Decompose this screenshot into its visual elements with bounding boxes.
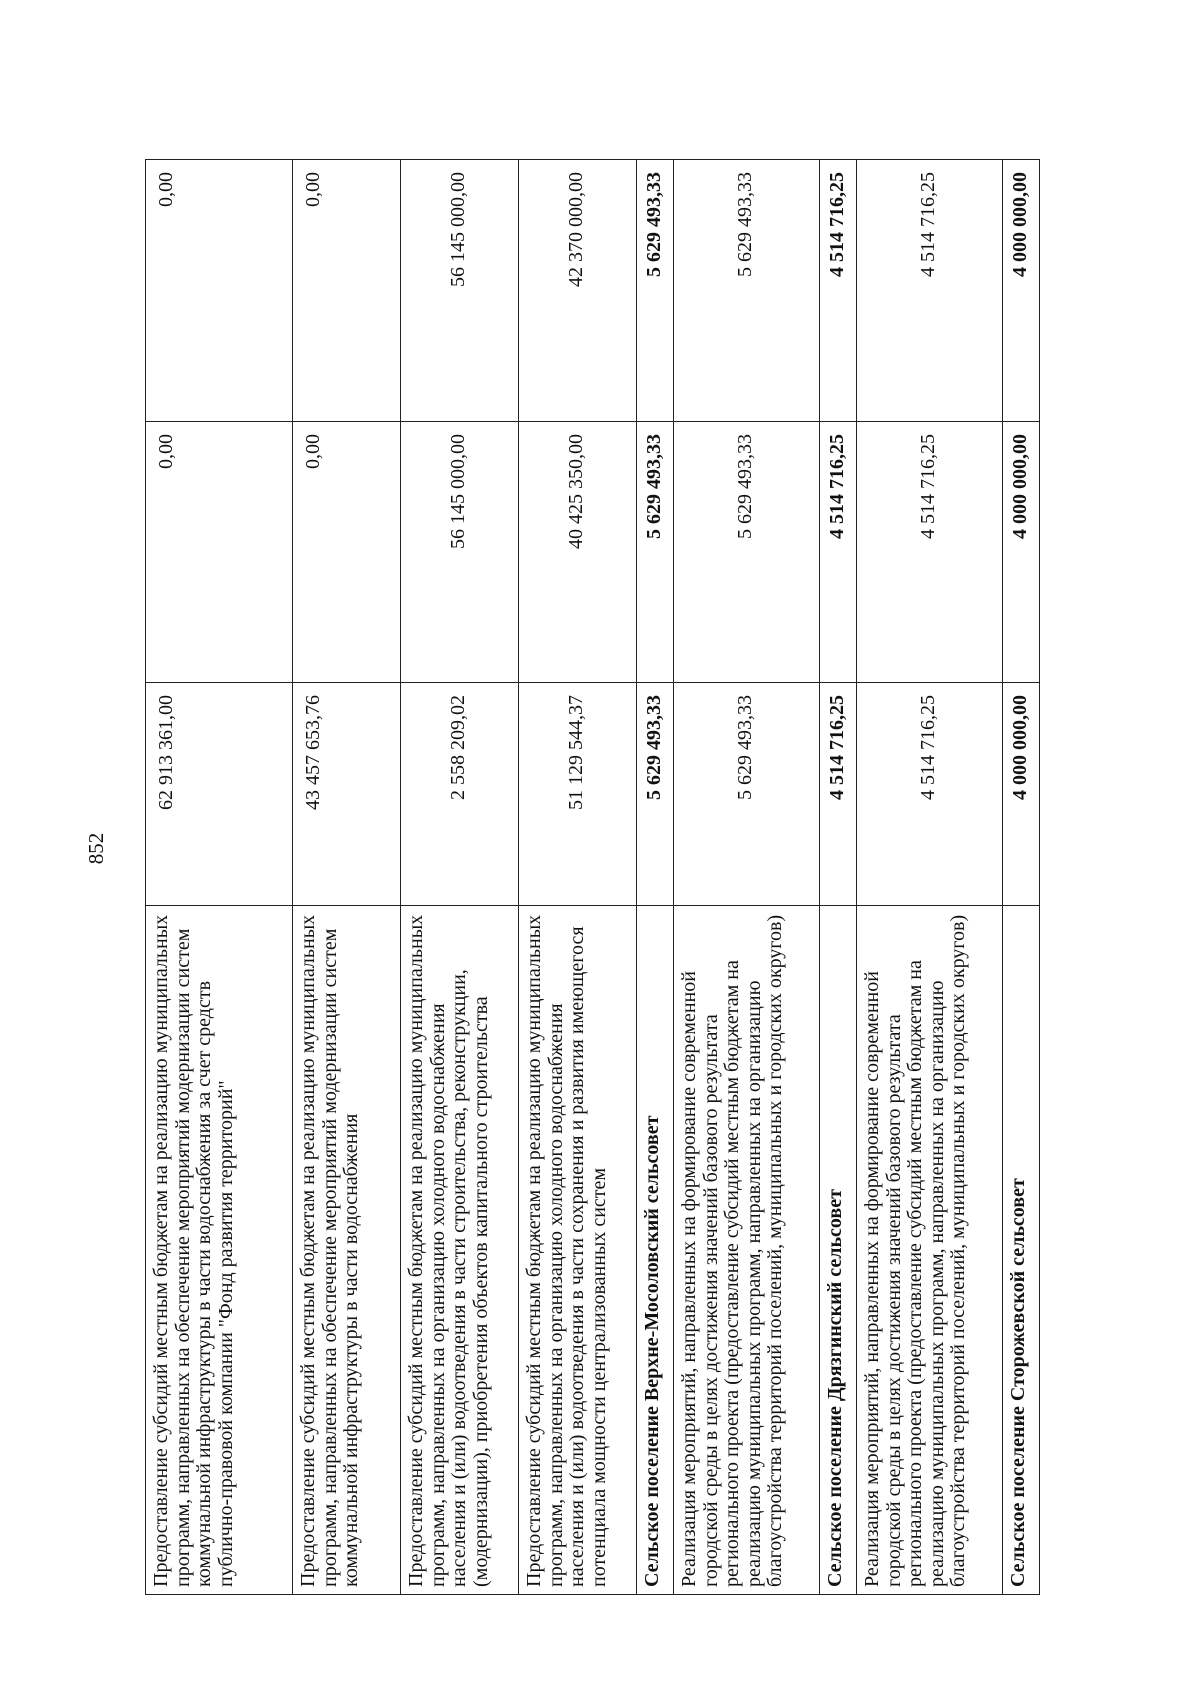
amount-cell-year-1: 62 913 361,00 <box>146 683 293 906</box>
row-name-cell: Сельское поселение Сторожевской сельсовет <box>1003 906 1040 1595</box>
amount-cell-year-3: 4 000 000,00 <box>1003 160 1040 422</box>
amount-cell-year-1: 43 457 653,76 <box>293 683 401 906</box>
amount-cell-year-3: 4 514 716,25 <box>820 160 857 422</box>
amount-cell-year-2: 4 514 716,25 <box>857 422 1003 683</box>
amount-cell-year-3: 56 145 000,00 <box>401 160 519 422</box>
table-row <box>401 160 519 1595</box>
row-name-cell: Предоставление субсидий местным бюджетам на реализацию муниципальных программ, направленных на обеспечение мероприятий модернизации систем коммунальной инфраструктуры в части водоснабжения за счет средств публично-правовой компании "Фонд развития территорий" <box>146 906 293 1595</box>
table-row <box>674 160 820 1595</box>
amount-cell-year-3: 0,00 <box>146 160 293 422</box>
amount-cell-year-2: 0,00 <box>146 422 293 683</box>
table-row-group-total <box>1003 160 1040 1595</box>
table-row-group-total <box>637 160 674 1595</box>
amount-cell-year-2: 4 514 716,25 <box>820 422 857 683</box>
page-number: 852 <box>84 832 108 865</box>
row-name-cell: Сельское поселение Дрязгинский сельсовет <box>820 906 857 1595</box>
row-name-cell: Предоставление субсидий местным бюджетам на реализацию муниципальных программ, направленных на организацию холодного водоснабжения населения и (или) водоотведения в части строительства, реконструкции, (модернизации), приобретения объектов капитального строительства <box>401 906 519 1595</box>
amount-cell-year-2: 56 145 000,00 <box>401 422 519 683</box>
amount-cell-year-1: 5 629 493,33 <box>674 683 820 906</box>
amount-cell-year-3: 42 370 000,00 <box>519 160 637 422</box>
amount-cell-year-1: 4 514 716,25 <box>820 683 857 906</box>
row-name-cell: Реализация мероприятий, направленных на формирование современной городской среды в целях достижения значений базового результата регионального проекта (предоставление субсидий местным бюджетам на реализацию муниципальных программ, направленных на организацию благоустройства территорий поселений, муниципальных и городских округов) <box>674 906 820 1595</box>
table-row <box>857 160 1003 1595</box>
table-row <box>146 160 293 1595</box>
amount-cell-year-2: 40 425 350,00 <box>519 422 637 683</box>
amount-cell-year-1: 4 514 716,25 <box>857 683 1003 906</box>
amount-cell-year-2: 0,00 <box>293 422 401 683</box>
row-name-cell: Сельское поселение Верхне-Мосоловский сельсовет <box>637 906 674 1595</box>
table-row-group-total <box>820 160 857 1595</box>
table-row <box>519 160 637 1595</box>
amount-cell-year-3: 0,00 <box>293 160 401 422</box>
amount-cell-year-1: 5 629 493,33 <box>637 683 674 906</box>
amount-cell-year-3: 4 514 716,25 <box>857 160 1003 422</box>
amount-cell-year-2: 5 629 493,33 <box>674 422 820 683</box>
amount-cell-year-1: 4 000 000,00 <box>1003 683 1040 906</box>
amount-cell-year-3: 5 629 493,33 <box>674 160 820 422</box>
amount-cell-year-2: 4 000 000,00 <box>1003 422 1040 683</box>
row-name-cell: Предоставление субсидий местным бюджетам на реализацию муниципальных программ, направленных на организацию холодного водоснабжения населения и (или) водоотведения в части сохранения и развития имеющегося потенциала мощности централизованных систем <box>519 906 637 1595</box>
amount-cell-year-1: 2 558 209,02 <box>401 683 519 906</box>
row-name-cell: Предоставление субсидий местным бюджетам на реализацию муниципальных программ, направленных на обеспечение мероприятий модернизации систем коммунальной инфраструктуры в части водоснабжения <box>293 906 401 1595</box>
table-row <box>293 160 401 1595</box>
budget-table <box>145 159 1040 1595</box>
amount-cell-year-2: 5 629 493,33 <box>637 422 674 683</box>
amount-cell-year-1: 51 129 544,37 <box>519 683 637 906</box>
row-name-cell: Реализация мероприятий, направленных на формирование современной городской среды в целях достижения значений базового результата регионального проекта (предоставление субсидий местным бюджетам на реализацию муниципальных программ, направленных на организацию благоустройства территорий поселений, муниципальных и городских округов) <box>857 906 1003 1595</box>
amount-cell-year-3: 5 629 493,33 <box>637 160 674 422</box>
